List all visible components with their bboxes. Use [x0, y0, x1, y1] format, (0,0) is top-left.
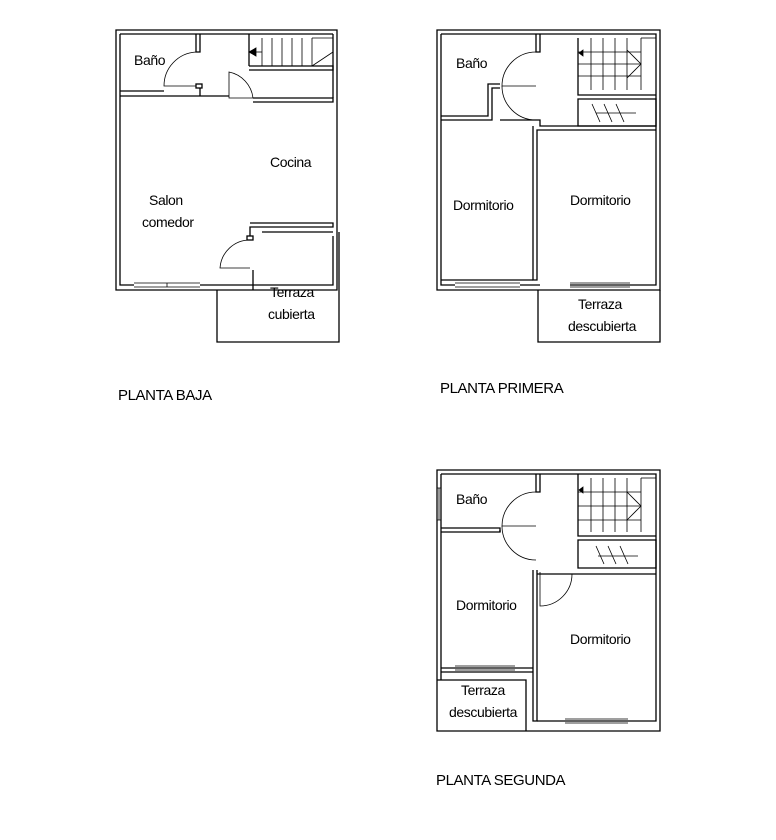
plan-title: PLANTA BAJA [118, 387, 212, 404]
room-label: Dormitorio [453, 197, 514, 213]
room-label: Baño [134, 52, 166, 68]
plan-title: PLANTA PRIMERA [440, 380, 564, 397]
room-label: Terraza [578, 296, 622, 312]
room-label: Baño [456, 55, 488, 71]
plan-title: PLANTA SEGUNDA [436, 772, 566, 789]
room-label: comedor [142, 214, 194, 230]
room-label: Dormitorio [570, 631, 631, 647]
room-label: descubierta [568, 318, 636, 334]
room-label: Terraza [270, 284, 314, 300]
room-label: Dormitorio [570, 192, 631, 208]
room-label: cubierta [268, 306, 315, 322]
room-label: descubierta [449, 704, 517, 720]
room-label: Terraza [461, 682, 505, 698]
room-label: Dormitorio [456, 597, 517, 613]
room-label: Salon [149, 192, 183, 208]
plan-planta-primera [437, 30, 660, 342]
room-label: Baño [456, 491, 488, 507]
room-label: Cocina [270, 154, 312, 170]
